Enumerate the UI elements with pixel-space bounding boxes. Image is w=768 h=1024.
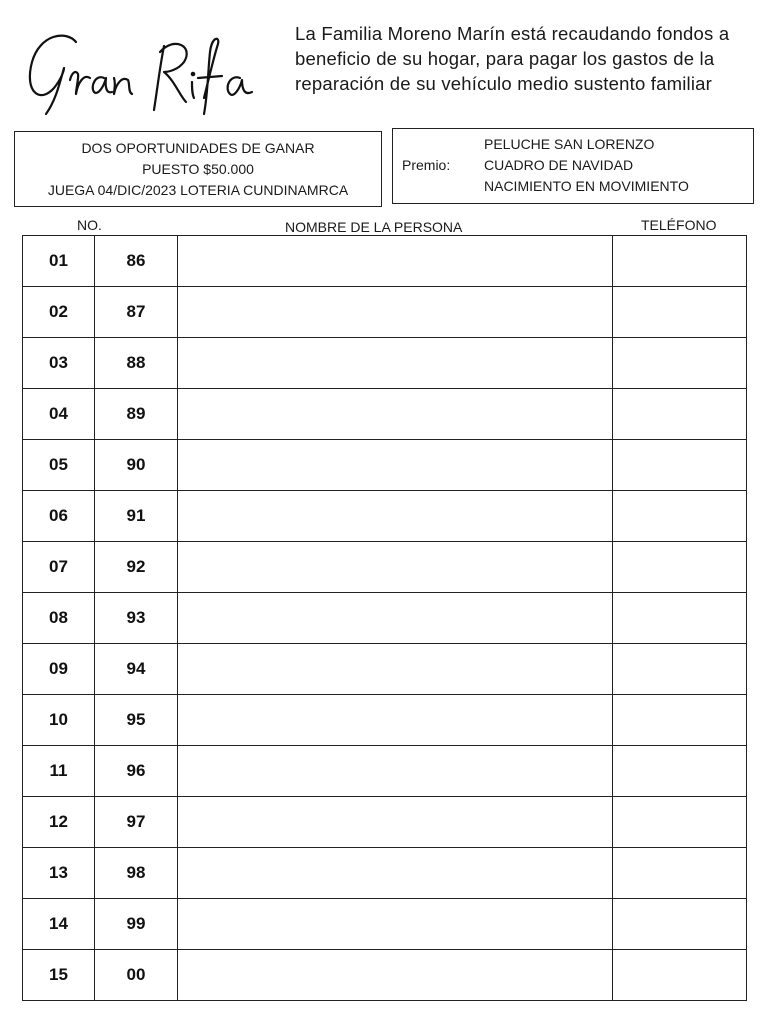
buyer-name-cell[interactable] <box>178 287 613 338</box>
table-row <box>23 440 747 491</box>
ticket-number-second: 89 <box>95 389 178 440</box>
buyer-phone-cell[interactable] <box>613 695 747 746</box>
ticket-number-first: 11 <box>23 746 95 797</box>
raffle-number-table <box>22 235 747 1001</box>
ticket-number-first: 02 <box>23 287 95 338</box>
table-row <box>23 236 747 287</box>
buyer-name-cell[interactable] <box>178 899 613 950</box>
buyer-phone-cell[interactable] <box>613 950 747 1001</box>
ticket-number-second: 96 <box>95 746 178 797</box>
ticket-number-second: 86 <box>95 236 178 287</box>
ticket-number-first: 07 <box>23 542 95 593</box>
table-row <box>23 593 747 644</box>
ticket-number-second: 88 <box>95 338 178 389</box>
table-row <box>23 899 747 950</box>
buyer-phone-cell[interactable] <box>613 644 747 695</box>
ticket-number-second: 94 <box>95 644 178 695</box>
ticket-number-first: 10 <box>23 695 95 746</box>
ticket-number-second: 95 <box>95 695 178 746</box>
table-row <box>23 644 747 695</box>
ticket-number-first: 06 <box>23 491 95 542</box>
ticket-number-second: 00 <box>95 950 178 1001</box>
info-line-price: PUESTO $50.000 <box>142 161 254 177</box>
column-header-number: NO. <box>77 217 102 233</box>
buyer-name-cell[interactable] <box>178 236 613 287</box>
buyer-name-cell[interactable] <box>178 542 613 593</box>
ticket-number-first: 04 <box>23 389 95 440</box>
prize-label: Premio: <box>402 157 451 173</box>
ticket-number-second: 92 <box>95 542 178 593</box>
buyer-phone-cell[interactable] <box>613 848 747 899</box>
buyer-name-cell[interactable] <box>178 389 613 440</box>
buyer-phone-cell[interactable] <box>613 542 747 593</box>
table-row <box>23 797 747 848</box>
raffle-description: La Familia Moreno Marín está recaudando fondos a beneficio de su hogar, para pagar los gastos de la reparación de su vehículo medio sustento familiar <box>295 23 730 94</box>
buyer-phone-cell[interactable] <box>613 797 747 848</box>
ticket-number-second: 98 <box>95 848 178 899</box>
info-line-chances: DOS OPORTUNIDADES DE GANAR <box>81 140 315 156</box>
game-info-box <box>14 131 382 207</box>
buyer-phone-cell[interactable] <box>613 236 747 287</box>
info-line-draw-date: JUEGA 04/DIC/2023 LOTERIA CUNDINAMRCA <box>47 182 349 198</box>
buyer-phone-cell[interactable] <box>613 440 747 491</box>
ticket-number-first: 13 <box>23 848 95 899</box>
raffle-title-script <box>18 22 258 122</box>
prize-list <box>484 134 689 197</box>
buyer-name-cell[interactable] <box>178 491 613 542</box>
buyer-phone-cell[interactable] <box>613 287 747 338</box>
prize-box <box>392 128 754 204</box>
prize-item: NACIMIENTO EN MOVIMIENTO <box>484 178 689 194</box>
ticket-number-first: 14 <box>23 899 95 950</box>
buyer-phone-cell[interactable] <box>613 593 747 644</box>
ticket-number-second: 91 <box>95 491 178 542</box>
buyer-phone-cell[interactable] <box>613 899 747 950</box>
buyer-name-cell[interactable] <box>178 848 613 899</box>
ticket-number-second: 90 <box>95 440 178 491</box>
ticket-number-first: 03 <box>23 338 95 389</box>
buyer-phone-cell[interactable] <box>613 389 747 440</box>
ticket-number-first: 05 <box>23 440 95 491</box>
column-header-name: NOMBRE DE LA PERSONA <box>285 219 463 235</box>
buyer-name-cell[interactable] <box>178 797 613 848</box>
ticket-number-first: 12 <box>23 797 95 848</box>
table-row <box>23 848 747 899</box>
table-row <box>23 746 747 797</box>
prize-item: CUADRO DE NAVIDAD <box>484 157 634 173</box>
ticket-number-first: 15 <box>23 950 95 1001</box>
prize-item: PELUCHE SAN LORENZO <box>484 136 655 152</box>
column-header-phone: TELÉFONO <box>641 217 717 233</box>
ticket-number-second: 93 <box>95 593 178 644</box>
buyer-name-cell[interactable] <box>178 950 613 1001</box>
buyer-name-cell[interactable] <box>178 695 613 746</box>
title-text <box>258 22 259 23</box>
ticket-number-second: 87 <box>95 287 178 338</box>
table-row <box>23 287 747 338</box>
buyer-phone-cell[interactable] <box>613 338 747 389</box>
table-row <box>23 542 747 593</box>
buyer-name-cell[interactable] <box>178 746 613 797</box>
table-row <box>23 491 747 542</box>
table-row <box>23 695 747 746</box>
ticket-number-second: 99 <box>95 899 178 950</box>
table-row <box>23 338 747 389</box>
table-row <box>23 389 747 440</box>
buyer-phone-cell[interactable] <box>613 491 747 542</box>
ticket-number-first: 09 <box>23 644 95 695</box>
buyer-name-cell[interactable] <box>178 644 613 695</box>
buyer-name-cell[interactable] <box>178 593 613 644</box>
buyer-name-cell[interactable] <box>178 440 613 491</box>
buyer-name-cell[interactable] <box>178 338 613 389</box>
raffle-rows <box>23 236 747 1001</box>
buyer-phone-cell[interactable] <box>613 746 747 797</box>
ticket-number-first: 08 <box>23 593 95 644</box>
ticket-number-second: 97 <box>95 797 178 848</box>
ticket-number-first: 01 <box>23 236 95 287</box>
table-row <box>23 950 747 1001</box>
